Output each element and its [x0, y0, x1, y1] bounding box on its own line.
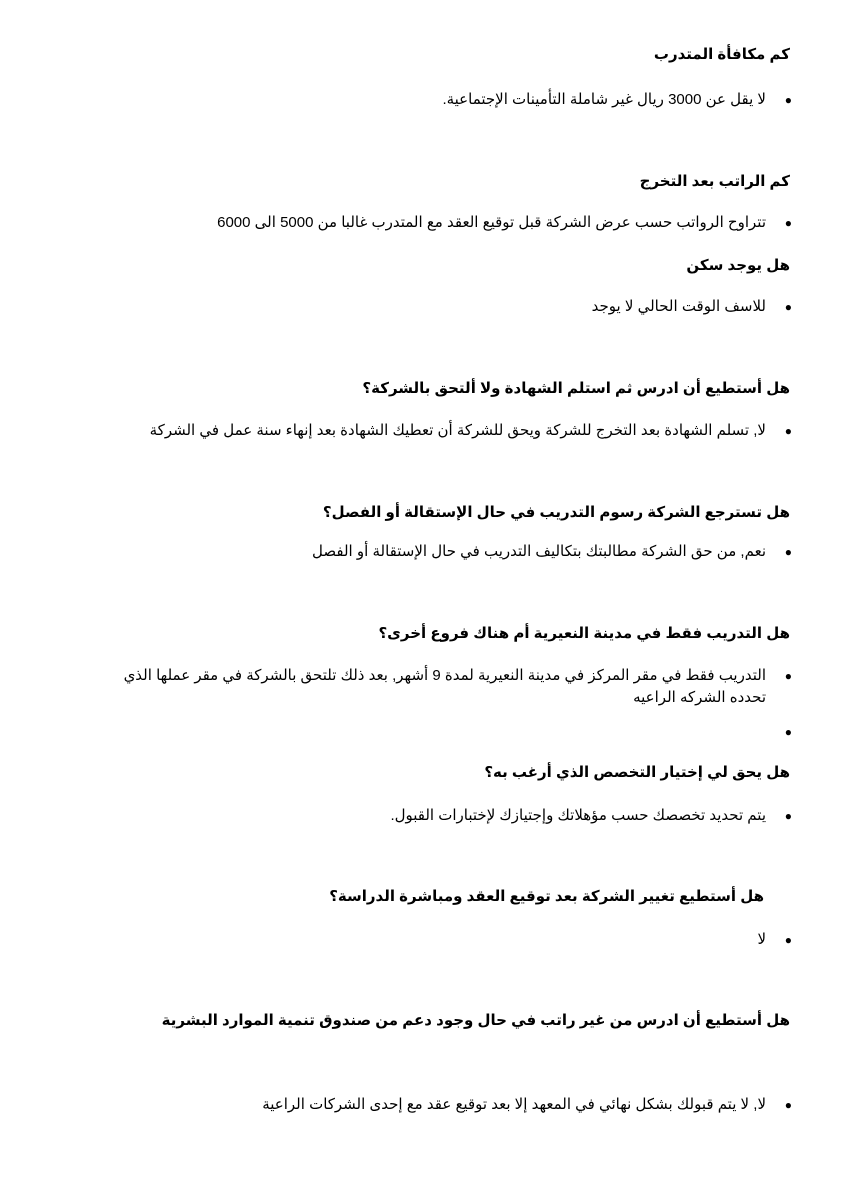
answer-3	[591, 296, 792, 318]
bullet-icon: ●	[784, 933, 792, 947]
answer-text: يتم تحديد تخصصك حسب مؤهلاتك وإجتيازك لإختبارات القبول.	[390, 807, 766, 824]
question-4: هل أستطيع أن ادرس ثم استلم الشهادة ولا ألتحق بالشركة؟	[362, 380, 790, 397]
bullet-icon: ●	[784, 1098, 792, 1112]
question-7: هل يحق لي إختيار التخصص الذي أرغب به؟	[484, 764, 790, 781]
bullet-icon: ●	[784, 424, 792, 438]
answer-2	[217, 212, 792, 234]
question-5: هل تسترجع الشركة رسوم التدريب في حال الإستقالة أو الفصل؟	[322, 504, 790, 521]
bullet-icon: ●	[784, 216, 792, 230]
answer-text: لا, لا يتم قبولك بشكل نهائي في المعهد إلا بعد توقيع عقد مع إحدى الشركات الراعية	[262, 1096, 766, 1113]
answer-text: تتراوح الرواتب حسب عرض الشركة قبل توقيع العقد مع المتدرب غالبا من 5000 الى 6000	[217, 214, 766, 231]
question-9: هل أستطيع أن ادرس من غير راتب في حال وجود دعم من صندوق تنمية الموارد البشرية	[161, 1012, 790, 1029]
question-8: هل أستطيع تغيير الشركة بعد توقيع العقد ومباشرة الدراسة؟	[329, 888, 764, 905]
question-2: كم الراتب بعد التخرج	[639, 173, 790, 190]
answer-1	[442, 89, 792, 111]
bullet-icon: ●	[784, 809, 792, 823]
answer-text: لا, تسلم الشهادة بعد التخرج للشركة ويحق للشركة أن تعطيك الشهادة بعد إنهاء سنة عمل في الشركة	[149, 422, 766, 439]
answer-text: نعم, من حق الشركة مطالبتك بتكاليف التدريب في حال الإستقالة أو الفصل	[312, 543, 766, 560]
bullet-icon: ●	[784, 725, 792, 739]
answer-7	[390, 805, 792, 827]
answer-4	[149, 420, 792, 442]
bullet-icon: ●	[784, 669, 792, 683]
bullet-icon: ●	[784, 300, 792, 314]
question-3: هل يوجد سكن	[686, 257, 790, 274]
answer-6	[86, 665, 792, 709]
answer-9	[262, 1094, 792, 1116]
bullet-icon: ●	[784, 93, 792, 107]
question-6: هل التدريب فقط في مدينة النعيرية أم هناك فروع أخرى؟	[378, 625, 790, 642]
bullet-icon: ●	[784, 545, 792, 559]
answer-8	[757, 929, 792, 951]
answer-text: لا	[757, 931, 766, 948]
answer-text: التدريب فقط في مقر المركز في مدينة النعيرية لمدة 9 أشهر, بعد ذلك تلتحق بالشركة في مقر عملها الذي تحدده الشركه الراعيه	[123, 667, 766, 706]
answer-text: للاسف الوقت الحالي لا يوجد	[591, 298, 766, 315]
answer-text: لا يقل عن 3000 ريال غير شاملة التأمينات الإجتماعية.	[442, 91, 766, 108]
question-1: كم مكافأة المتدرب	[653, 46, 790, 63]
answer-5	[312, 541, 792, 563]
